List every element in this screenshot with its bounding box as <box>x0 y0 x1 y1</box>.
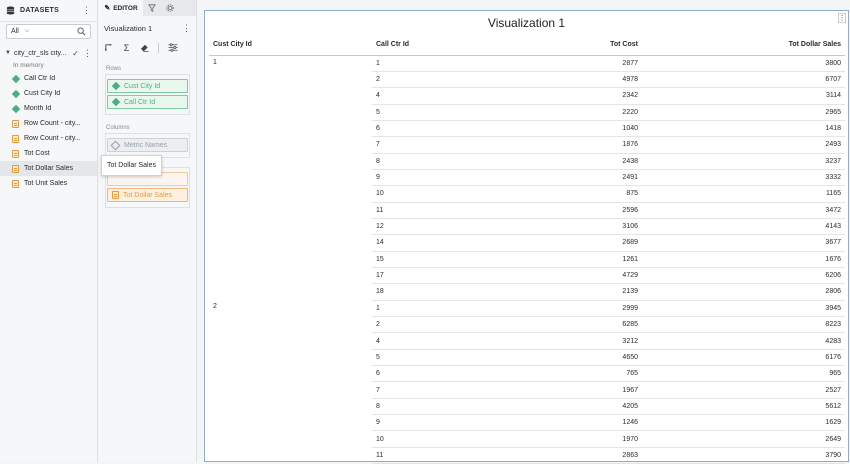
tot-cost-cell[interactable]: 2438 <box>542 153 642 169</box>
tot-dollar-sales-cell[interactable]: 2493 <box>642 137 845 153</box>
tot-cost-cell[interactable]: 6285 <box>542 317 642 333</box>
call-ctr-id-cell[interactable]: 17 <box>372 267 542 283</box>
tot-cost-cell[interactable]: 875 <box>542 186 642 202</box>
table-body <box>209 55 845 464</box>
dataset-item-row-count-2[interactable] <box>0 131 97 146</box>
metric-icon <box>12 120 20 128</box>
call-ctr-id-cell[interactable]: 9 <box>372 169 542 185</box>
dataset-item-label: Tot Dollar Sales <box>24 165 74 172</box>
editor-toolbar <box>99 40 196 56</box>
tot-dollar-sales-cell[interactable]: 3237 <box>642 153 845 169</box>
tot-cost-cell[interactable]: 2689 <box>542 235 642 251</box>
database-icon <box>6 6 15 15</box>
tot-cost-cell[interactable]: 1970 <box>542 431 642 447</box>
dataset-item-label: Row Count - city... <box>24 120 81 127</box>
rows-pill-call-ctr-id[interactable] <box>107 95 188 109</box>
viz-more-icon[interactable]: ⋮ <box>838 15 846 22</box>
rows-dropzone[interactable] <box>105 74 190 115</box>
tot-cost-cell[interactable]: 1246 <box>542 415 642 431</box>
tot-cost-cell[interactable]: 2139 <box>542 284 642 300</box>
call-ctr-id-cell[interactable]: 15 <box>372 251 542 267</box>
call-ctr-id-cell[interactable]: 5 <box>372 104 542 120</box>
tot-dollar-sales-cell[interactable]: 4283 <box>642 333 845 349</box>
tot-dollar-sales-cell[interactable]: 2965 <box>642 104 845 120</box>
dataset-status: In memory <box>13 62 44 69</box>
swap-axes-icon[interactable] <box>104 43 113 54</box>
tot-cost-cell[interactable]: 1876 <box>542 137 642 153</box>
metric-icon <box>112 191 119 199</box>
metric-names-icon <box>111 140 121 150</box>
tot-dollar-sales-cell[interactable]: 6206 <box>642 267 845 283</box>
attribute-icon <box>112 82 120 90</box>
filter-icon <box>148 4 156 12</box>
call-ctr-id-cell[interactable]: 1 <box>372 55 542 71</box>
call-ctr-id-cell[interactable]: 9 <box>372 415 542 431</box>
table-row <box>209 55 845 71</box>
tot-dollar-sales-cell[interactable]: 3790 <box>642 447 845 463</box>
tot-dollar-sales-cell[interactable]: 2527 <box>642 382 845 398</box>
tot-dollar-sales-cell[interactable]: 3677 <box>642 235 845 251</box>
call-ctr-id-cell[interactable]: 10 <box>372 431 542 447</box>
dataset-item-row-count-1[interactable] <box>0 116 97 131</box>
check-icon: ✓ <box>72 48 79 58</box>
call-ctr-id-cell[interactable]: 12 <box>372 218 542 234</box>
tot-cost-cell[interactable]: 4729 <box>542 267 642 283</box>
dataset-item-tot-dollar-sales[interactable] <box>0 161 97 176</box>
tab-editor-label: EDITOR <box>113 4 138 12</box>
call-ctr-id-cell[interactable]: 7 <box>372 137 542 153</box>
call-ctr-id-cell[interactable]: 11 <box>372 202 542 218</box>
column-header[interactable]: Tot Dollar Sales <box>642 35 845 55</box>
rows-label: Rows <box>106 66 122 72</box>
dataset-item-label: Cust City Id <box>24 90 61 97</box>
tot-dollar-sales-cell[interactable]: 1676 <box>642 251 845 267</box>
call-ctr-id-cell[interactable]: 8 <box>372 153 542 169</box>
cust-city-id-cell[interactable]: 2 <box>213 303 217 311</box>
editor-tabs <box>99 0 196 16</box>
metric-icon <box>12 150 20 158</box>
call-ctr-id-cell[interactable]: 4 <box>372 88 542 104</box>
call-ctr-id-cell[interactable]: 18 <box>372 284 542 300</box>
chevron-down-icon: ⌵ <box>24 28 30 34</box>
call-ctr-id-cell[interactable]: 6 <box>372 366 542 382</box>
grid-table <box>209 35 845 464</box>
editor-viz-name[interactable]: Visualization 1 <box>104 23 153 33</box>
tot-cost-cell[interactable]: 1040 <box>542 120 642 136</box>
dataset-item-label: Row Count - city... <box>24 135 81 142</box>
call-ctr-id-cell[interactable]: 6 <box>372 120 542 136</box>
call-ctr-id-cell[interactable]: 2 <box>372 71 542 87</box>
tot-dollar-sales-cell[interactable]: 2806 <box>642 284 845 300</box>
tot-dollar-sales-cell[interactable]: 6707 <box>642 71 845 87</box>
datasets-header <box>0 0 97 22</box>
editor-more-icon[interactable]: ⋮ <box>182 22 191 33</box>
column-header[interactable]: Cust City Id <box>209 35 372 55</box>
tot-cost-cell[interactable]: 4650 <box>542 349 642 365</box>
dataset-item-label: Call Ctr Id <box>24 75 56 82</box>
call-ctr-id-cell[interactable]: 10 <box>372 186 542 202</box>
tot-cost-cell[interactable]: 1967 <box>542 382 642 398</box>
attribute-icon <box>12 105 20 113</box>
dataset-item-label: Month Id <box>24 105 52 112</box>
datasets-title: DATASETS <box>20 7 60 14</box>
call-ctr-id-cell[interactable]: 11 <box>372 447 542 463</box>
pill-label: Cust City Id <box>124 82 161 90</box>
pencil-icon: ✎ <box>104 5 111 12</box>
tot-cost-cell[interactable]: 3212 <box>542 333 642 349</box>
tot-dollar-sales-cell[interactable]: 965 <box>642 366 845 382</box>
collapse-triangle-icon[interactable]: ▼ <box>5 50 11 56</box>
tot-cost-cell[interactable]: 765 <box>542 366 642 382</box>
tot-dollar-sales-cell[interactable]: 3114 <box>642 88 845 104</box>
toolbar-divider <box>158 43 159 53</box>
column-header[interactable]: Call Ctr Id <box>372 35 542 55</box>
datasets-panel <box>0 0 98 462</box>
gear-icon <box>166 4 174 12</box>
call-ctr-id-cell[interactable]: 8 <box>372 398 542 414</box>
metric-icon <box>12 165 20 173</box>
dataset-row[interactable] <box>0 46 97 60</box>
tot-dollar-sales-cell[interactable]: 3800 <box>642 55 845 71</box>
metric-icon <box>12 135 20 143</box>
tot-cost-cell[interactable]: 2999 <box>542 300 642 316</box>
tot-cost-cell[interactable]: 2596 <box>542 202 642 218</box>
dataset-item-call-ctr-id[interactable] <box>0 71 97 86</box>
tot-cost-cell[interactable]: 3106 <box>542 218 642 234</box>
eraser-icon[interactable] <box>140 43 149 54</box>
sum-icon[interactable]: Σ <box>123 43 130 53</box>
tot-dollar-sales-cell[interactable]: 3945 <box>642 300 845 316</box>
call-ctr-id-cell[interactable]: 14 <box>372 235 542 251</box>
dataset-item-month-id[interactable] <box>0 101 97 116</box>
tot-cost-cell[interactable]: 4978 <box>542 71 642 87</box>
tot-cost-cell[interactable]: 2491 <box>542 169 642 185</box>
table-row <box>209 300 845 316</box>
tot-dollar-sales-cell[interactable]: 3472 <box>642 202 845 218</box>
call-ctr-id-cell[interactable]: 1 <box>372 300 542 316</box>
dataset-item-label: Tot Cost <box>24 150 50 157</box>
tot-dollar-sales-cell[interactable]: 3332 <box>642 169 845 185</box>
call-ctr-id-cell[interactable]: 2 <box>372 317 542 333</box>
editor-panel <box>99 0 197 462</box>
attribute-icon <box>12 90 20 98</box>
rows-pill-cust-city-id[interactable] <box>107 79 188 93</box>
cust-city-id-cell[interactable]: 1 <box>213 58 217 66</box>
attribute-icon <box>112 98 120 106</box>
tot-cost-cell[interactable]: 1261 <box>542 251 642 267</box>
tot-cost-cell[interactable]: 2220 <box>542 104 642 120</box>
datasets-more-icon[interactable]: ⋮ <box>82 5 91 15</box>
pill-label: Metric Names <box>124 141 168 149</box>
tot-dollar-sales-cell[interactable]: 2649 <box>642 431 845 447</box>
tot-cost-cell[interactable]: 2863 <box>542 447 642 463</box>
settings-sliders-icon[interactable] <box>168 43 177 54</box>
dataset-more-icon[interactable]: ⋮ <box>83 47 92 58</box>
search-icon[interactable] <box>77 27 86 36</box>
dataset-item-tot-cost[interactable] <box>0 146 97 161</box>
tot-dollar-sales-cell[interactable]: 6176 <box>642 349 845 365</box>
dataset-filter-value: All <box>11 28 19 35</box>
call-ctr-id-cell[interactable]: 7 <box>372 382 542 398</box>
dataset-filter[interactable] <box>6 24 91 39</box>
tab-filter[interactable] <box>143 0 161 16</box>
tot-dollar-sales-cell[interactable]: 1418 <box>642 120 845 136</box>
dataset-filter-select[interactable] <box>11 28 77 35</box>
tooltip: Tot Dollar Sales <box>101 155 162 176</box>
dataset-item-cust-city-id[interactable] <box>0 86 97 101</box>
pill-label: Tot Dollar Sales <box>123 191 173 199</box>
tot-cost-cell[interactable]: 2342 <box>542 88 642 104</box>
tot-dollar-sales-cell[interactable]: 4143 <box>642 218 845 234</box>
dataset-item-label: Tot Unit Sales <box>24 180 68 187</box>
call-ctr-id-cell[interactable]: 5 <box>372 349 542 365</box>
tot-dollar-sales-cell[interactable]: 1629 <box>642 415 845 431</box>
table-header-row <box>209 35 845 55</box>
columns-pill-metric-names[interactable] <box>107 138 188 152</box>
call-ctr-id-cell[interactable]: 4 <box>372 333 542 349</box>
tot-dollar-sales-cell[interactable]: 1165 <box>642 186 845 202</box>
dataset-item-tot-unit-sales[interactable] <box>0 176 97 191</box>
tab-editor[interactable] <box>99 0 143 16</box>
tot-cost-cell[interactable]: 4205 <box>542 398 642 414</box>
editor-viz-header <box>99 16 196 40</box>
tot-dollar-sales-cell[interactable]: 5612 <box>642 398 845 414</box>
tot-cost-cell[interactable]: 2877 <box>542 55 642 71</box>
tab-format[interactable] <box>161 0 179 16</box>
columns-label: Columns <box>106 125 130 131</box>
tot-dollar-sales-cell[interactable]: 8223 <box>642 317 845 333</box>
pill-label: Call Ctr Id <box>124 98 156 106</box>
attribute-icon <box>12 75 20 83</box>
visualization-container[interactable] <box>204 10 849 462</box>
viz-title: Visualization 1 <box>487 16 566 30</box>
dataset-name: city_ctr_sls city... <box>13 49 67 57</box>
metrics-pill-tot-dollar-sales[interactable] <box>107 188 188 202</box>
metric-icon <box>12 180 20 188</box>
column-header[interactable]: Tot Cost <box>542 35 642 55</box>
